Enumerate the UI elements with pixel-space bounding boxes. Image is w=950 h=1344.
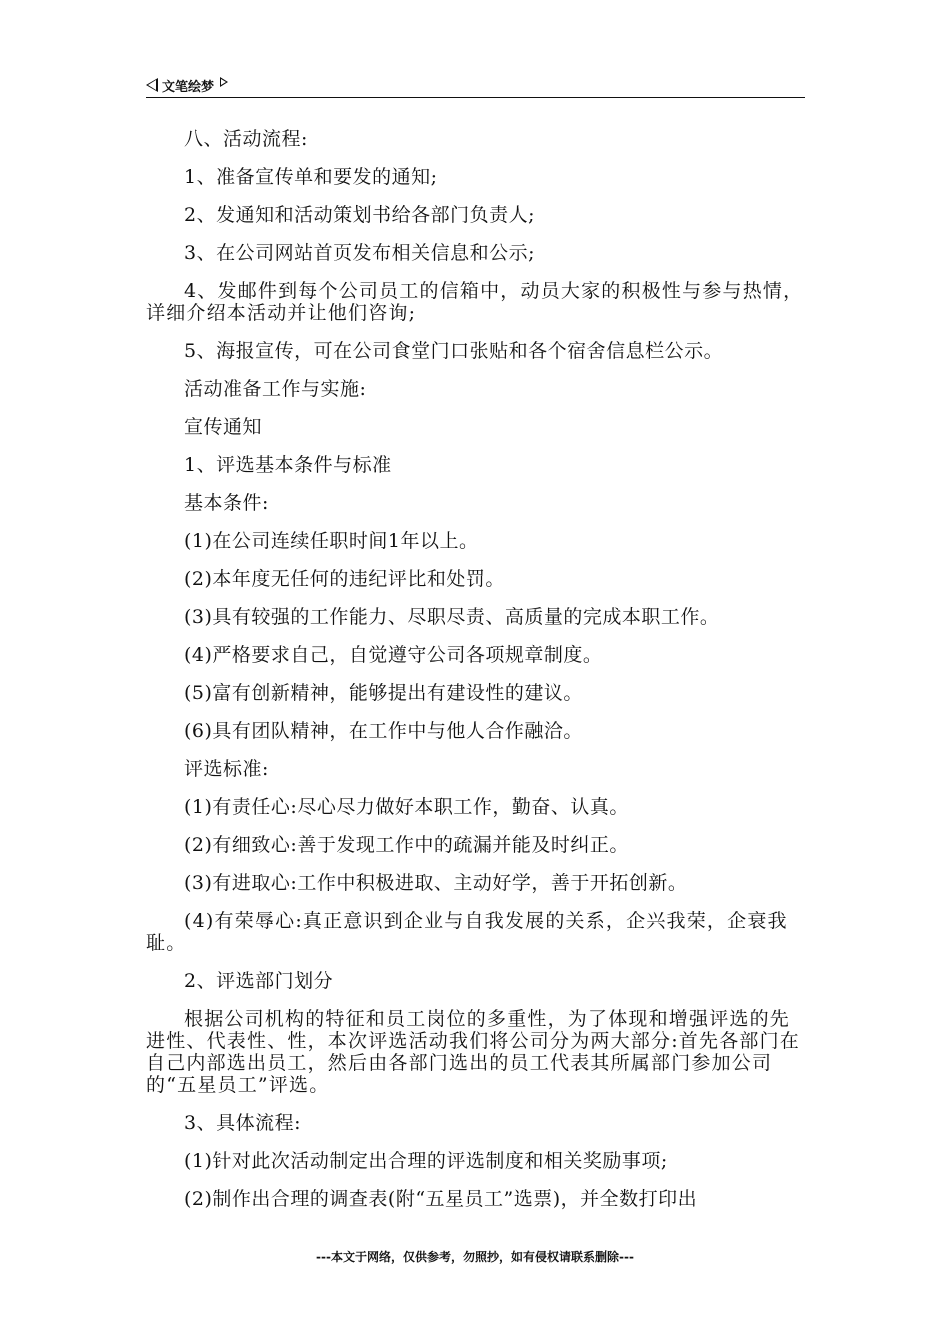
paragraph: 1、评选基本条件与标准	[184, 454, 392, 476]
section-heading: 八、活动流程:	[184, 128, 308, 150]
paragraph: 5、海报宣传，可在公司食堂门口张贴和各个宿舍信息栏公示。	[184, 340, 724, 362]
list-item: (5)富有创新精神，能够提出有建设性的建议。	[184, 682, 583, 704]
list-item: (4)严格要求自己，自觉遵守公司各项规章制度。	[184, 644, 603, 666]
document-body	[146, 120, 805, 1218]
list-item: (1)针对此次活动制定出合理的评选制度和相关奖励事项;	[184, 1150, 668, 1172]
footer-disclaimer: ---本文于网络，仅供参考，勿照抄，如有侵权请联系删除---	[316, 1250, 634, 1264]
paragraph: 4、发邮件到每个公司员工的信箱中，动员大家的积极性与参与热情，详细介绍本活动并让他们咨询;	[146, 280, 804, 324]
paragraph: 1、准备宣传单和要发的通知;	[184, 166, 438, 188]
paragraph: 宣传通知	[184, 416, 263, 438]
paragraph: 3、在公司网站首页发布相关信息和公示;	[184, 242, 535, 264]
list-item: (6)具有团队精神，在工作中与他人合作融洽。	[184, 720, 583, 742]
paragraph: 评选标准:	[184, 758, 269, 780]
list-item: (2)有细致心:善于发现工作中的疏漏并能及时纠正。	[184, 834, 629, 856]
list-item: (1)有责任心:尽心尽力做好本职工作，勤奋、认真。	[184, 796, 629, 818]
paragraph: 活动准备工作与实施:	[184, 378, 367, 400]
paragraph: 3、具体流程:	[184, 1112, 301, 1134]
header-rule	[146, 97, 805, 98]
list-item: (3)有进取心:工作中积极进取、主动好学，善于开拓创新。	[184, 872, 688, 894]
list-item: (4)有荣辱心:真正意识到企业与自我发展的关系，企兴我荣，企衰我耻。	[146, 910, 788, 954]
paragraph: 2、评选部门划分	[184, 970, 334, 992]
paragraph: 2、发通知和活动策划书给各部门负责人;	[184, 204, 535, 226]
list-item: (2)制作出合理的调查表(附“五星员工”选票)，并全数打印出	[184, 1188, 698, 1210]
page-header	[146, 74, 805, 96]
header-title: 文笔绘梦	[162, 79, 215, 95]
paragraph: 根据公司机构的特征和员工岗位的多重性，为了体现和增强评选的先进性、代表性、性，本次评选活动我们将公司分为两大部分:首先各部门在自己内部选出员工，然后由各部门选出的员工代表其所属部门参加公司的“五星员工”评选。	[146, 1008, 801, 1096]
list-item: (3)具有较强的工作能力、尽职尽责、高质量的完成本职工作。	[184, 606, 720, 628]
triangle-right-icon	[220, 77, 228, 87]
triangle-left-icon	[146, 78, 158, 92]
list-item: (2)本年度无任何的违纪评比和处罚。	[184, 568, 505, 590]
paragraph: 基本条件:	[184, 492, 269, 514]
list-item: (1)在公司连续任职时间1年以上。	[184, 530, 479, 552]
